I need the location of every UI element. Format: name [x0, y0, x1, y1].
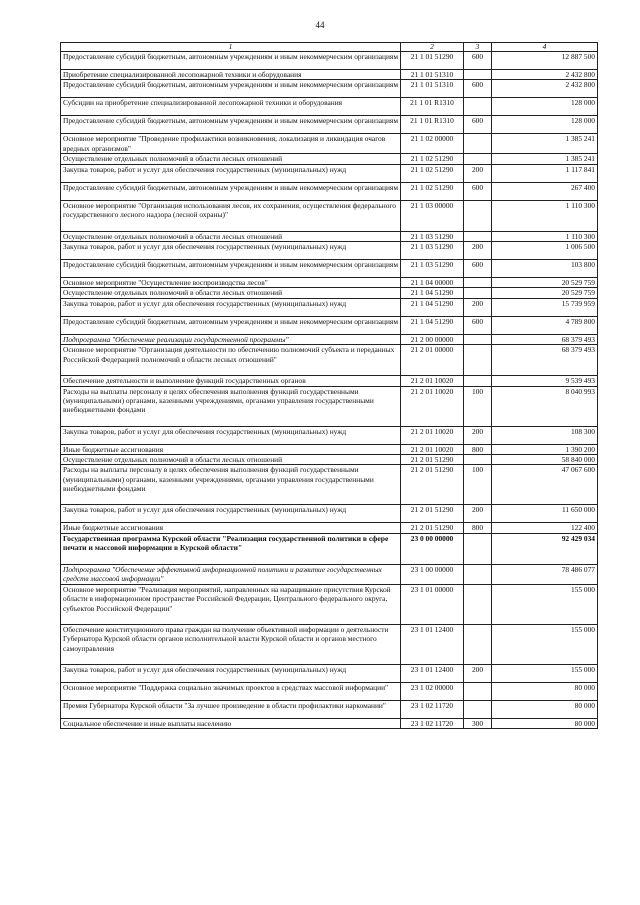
row-expense-type: [464, 455, 492, 465]
row-code: 23 1 01 12400: [401, 664, 464, 682]
row-sum: 15 739 959: [492, 298, 598, 316]
row-expense-type: 200: [464, 505, 492, 523]
row-code: 21 1 02 51290: [401, 182, 464, 200]
row-name: Осуществление отдельных полномочий в области лесных отношений: [61, 288, 401, 298]
row-expense-type: 600: [464, 80, 492, 98]
row-name: Подпрограмма "Обеспечение реализации государственной программы": [61, 334, 401, 344]
table-row: [61, 116, 598, 134]
table-row: [61, 298, 598, 316]
table-row: [61, 200, 598, 231]
row-sum: 9 539 493: [492, 376, 598, 386]
table-row: [61, 682, 598, 700]
table-row: [61, 505, 598, 523]
row-name: Предоставление субсидий бюджетным, автономным учреждениям и иным некоммерческим организациям: [61, 182, 401, 200]
row-sum: 267 400: [492, 182, 598, 200]
row-sum: 1 110 300: [492, 231, 598, 241]
row-sum: 1 390 200: [492, 444, 598, 454]
row-expense-type: [464, 200, 492, 231]
row-name: Закупка товаров, работ и услуг для обеспечения государственных (муниципальных) нужд: [61, 664, 401, 682]
table-row: [61, 260, 598, 278]
row-sum: 8 040 993: [492, 386, 598, 426]
row-expense-type: [464, 288, 492, 298]
table-row: [61, 182, 598, 200]
row-code: 21 2 01 51290: [401, 465, 464, 505]
row-name: Подпрограмма "Обеспечение эффективной информационной политики и развитие государственных средств массовой информации": [61, 564, 401, 584]
row-sum: 1 006 500: [492, 242, 598, 260]
row-sum: 11 650 000: [492, 505, 598, 523]
table-row: [61, 345, 598, 376]
row-name: Предоставление субсидий бюджетным, автономным учреждениям и иным некоммерческим организациям: [61, 260, 401, 278]
table-row: [61, 52, 598, 70]
row-code: 21 2 01 51290: [401, 505, 464, 523]
row-sum: 128 000: [492, 98, 598, 116]
row-name: Предоставление субсидий бюджетным, автономным учреждениям и иным некоммерческим организациям: [61, 80, 401, 98]
row-name: Осуществление отдельных полномочий в области лесных отношений: [61, 154, 401, 164]
row-code: 21 1 03 51290: [401, 231, 464, 241]
row-name: Основное мероприятие "Организация использования лесов, их сохранения, осуществления федерального государственного лесного надзора (лесной охраны)": [61, 200, 401, 231]
row-sum: 155 000: [492, 664, 598, 682]
row-code: 21 1 02 00000: [401, 134, 464, 154]
row-name: Иные бюджетные ассигнования: [61, 523, 401, 533]
row-sum: 68 379 493: [492, 345, 598, 376]
row-sum: 155 000: [492, 624, 598, 664]
row-code: 21 2 01 51290: [401, 455, 464, 465]
row-sum: 2 432 800: [492, 80, 598, 98]
row-expense-type: [464, 334, 492, 344]
table-row: [61, 564, 598, 584]
table-row: [61, 242, 598, 260]
row-expense-type: 200: [464, 426, 492, 444]
row-code: 21 1 04 51290: [401, 316, 464, 334]
row-name: Закупка товаров, работ и услуг для обеспечения государственных (муниципальных) нужд: [61, 164, 401, 182]
row-expense-type: [464, 533, 492, 564]
row-code: 21 2 01 00000: [401, 345, 464, 376]
row-sum: 1 110 300: [492, 200, 598, 231]
row-expense-type: 200: [464, 164, 492, 182]
row-code: 21 1 03 51290: [401, 242, 464, 260]
table-row: [61, 278, 598, 288]
row-sum: 1 117 841: [492, 164, 598, 182]
row-name: Иные бюджетные ассигнования: [61, 444, 401, 454]
row-expense-type: [464, 624, 492, 664]
table-row: [61, 718, 598, 728]
table-row: [61, 584, 598, 624]
budget-table: [60, 42, 598, 729]
row-code: 21 1 01 51290: [401, 52, 464, 70]
row-code: 21 1 04 51290: [401, 298, 464, 316]
row-code: 21 1 02 51290: [401, 154, 464, 164]
column-header-3: 3: [464, 43, 492, 52]
row-expense-type: [464, 564, 492, 584]
table-row: [61, 288, 598, 298]
row-code: 23 1 02 11720: [401, 718, 464, 728]
row-expense-type: [464, 231, 492, 241]
row-expense-type: [464, 134, 492, 154]
row-name: Обеспечение деятельности и выполнение функций государственных органов: [61, 376, 401, 386]
row-sum: 2 432 800: [492, 70, 598, 80]
row-code: 21 1 01 51310: [401, 70, 464, 80]
row-code: 21 2 01 10020: [401, 386, 464, 426]
row-sum: 155 000: [492, 584, 598, 624]
table-row: [61, 164, 598, 182]
row-expense-type: 600: [464, 260, 492, 278]
header-row: [61, 43, 598, 52]
row-expense-type: 100: [464, 386, 492, 426]
row-code: 23 1 01 12400: [401, 624, 464, 664]
row-expense-type: [464, 278, 492, 288]
row-name: Основное мероприятие "Организация деятельности по обеспечению полномочий субъекта и переданных Российской Федерацией полномочий в области лесных отношений": [61, 345, 401, 376]
row-sum: 78 486 077: [492, 564, 598, 584]
row-expense-type: [464, 98, 492, 116]
row-sum: 80 000: [492, 682, 598, 700]
row-name: Основное мероприятие "Реализация мероприятий, направленных на наращивание присутствия Курской области в информационном пространстве Российской Федерации, Центрального федерального округа, субъектов Российской Федерации": [61, 584, 401, 624]
row-code: 21 1 02 51290: [401, 164, 464, 182]
row-name: Приобретение специализированной лесопожарной техники и оборудования: [61, 70, 401, 80]
table-row: [61, 426, 598, 444]
row-sum: 128 000: [492, 116, 598, 134]
row-code: 21 1 04 51290: [401, 288, 464, 298]
table-row: [61, 386, 598, 426]
row-sum: 108 300: [492, 426, 598, 444]
row-expense-type: [464, 154, 492, 164]
table-row: [61, 444, 598, 454]
row-name: Обеспечение конституционного права граждан на получение объективной информации о деятельности Губернатора Курской области органов исполнительной власти Курской области и органов местного самоуправления: [61, 624, 401, 664]
row-name: Основное мероприятие "Поддержка социально значимых проектов в средствах массовой информации": [61, 682, 401, 700]
row-expense-type: 800: [464, 523, 492, 533]
row-expense-type: [464, 70, 492, 80]
table-row: [61, 455, 598, 465]
row-code: 21 1 01 51310: [401, 80, 464, 98]
row-sum: 1 385 241: [492, 134, 598, 154]
row-name: Субсидии на приобретение специализированной лесопожарной техники и оборудования: [61, 98, 401, 116]
table-row: [61, 465, 598, 505]
row-expense-type: 600: [464, 52, 492, 70]
row-expense-type: 200: [464, 298, 492, 316]
column-header-4: 4: [492, 43, 598, 52]
row-expense-type: 600: [464, 116, 492, 134]
row-name: Основное мероприятие "Осуществление воспроизводства лесов": [61, 278, 401, 288]
row-expense-type: 100: [464, 465, 492, 505]
table-row: [61, 533, 598, 564]
table-row: [61, 316, 598, 334]
row-expense-type: 200: [464, 242, 492, 260]
row-name: Осуществление отдельных полномочий в области лесных отношений: [61, 455, 401, 465]
row-sum: 20 529 759: [492, 278, 598, 288]
table-row: [61, 334, 598, 344]
row-expense-type: 600: [464, 182, 492, 200]
row-expense-type: [464, 376, 492, 386]
row-expense-type: 600: [464, 316, 492, 334]
row-code: 23 0 00 00000: [401, 533, 464, 564]
row-sum: 80 000: [492, 718, 598, 728]
row-sum: 68 379 493: [492, 334, 598, 344]
row-expense-type: 200: [464, 664, 492, 682]
table-row: [61, 664, 598, 682]
page-number: 44: [315, 20, 325, 30]
row-code: 21 1 03 51290: [401, 260, 464, 278]
table-row: [61, 98, 598, 116]
table-row: [61, 624, 598, 664]
row-expense-type: 300: [464, 718, 492, 728]
row-name: Расходы на выплаты персоналу в целях обеспечения выполнения функций государственными (муниципальными) органами, казенными учреждениями, органами управления государственными внебюджетными фондами: [61, 465, 401, 505]
row-sum: 20 529 759: [492, 288, 598, 298]
row-code: 21 2 01 10020: [401, 444, 464, 454]
row-sum: 122 400: [492, 523, 598, 533]
column-header-1: 1: [61, 43, 401, 52]
row-sum: 80 000: [492, 700, 598, 718]
row-code: 21 1 01 R1310: [401, 116, 464, 134]
row-code: 21 2 00 00000: [401, 334, 464, 344]
column-header-2: 2: [401, 43, 464, 52]
row-code: 21 2 01 51290: [401, 523, 464, 533]
row-code: 23 1 02 00000: [401, 682, 464, 700]
row-sum: 1 385 241: [492, 154, 598, 164]
table-row: [61, 70, 598, 80]
table-row: [61, 231, 598, 241]
row-name: Закупка товаров, работ и услуг для обеспечения государственных (муниципальных) нужд: [61, 298, 401, 316]
row-code: 23 1 02 11720: [401, 700, 464, 718]
row-name: Предоставление субсидий бюджетным, автономным учреждениям и иным некоммерческим организациям: [61, 116, 401, 134]
table-row: [61, 134, 598, 154]
row-name: Закупка товаров, работ и услуг для обеспечения государственных (муниципальных) нужд: [61, 242, 401, 260]
row-sum: 12 887 500: [492, 52, 598, 70]
row-sum: 103 800: [492, 260, 598, 278]
row-name: Предоставление субсидий бюджетным, автономным учреждениям и иным некоммерческим организациям: [61, 316, 401, 334]
table-row: [61, 154, 598, 164]
row-code: 21 2 01 10020: [401, 376, 464, 386]
row-name: Предоставление субсидий бюджетным, автономным учреждениям и иным некоммерческим организациям: [61, 52, 401, 70]
row-name: Премия Губернатора Курской области "За лучшее произведение в области профилактики наркомании": [61, 700, 401, 718]
row-expense-type: [464, 682, 492, 700]
row-expense-type: 800: [464, 444, 492, 454]
row-code: 23 1 00 00000: [401, 564, 464, 584]
table-row: [61, 700, 598, 718]
table-row: [61, 376, 598, 386]
row-name: Закупка товаров, работ и услуг для обеспечения государственных (муниципальных) нужд: [61, 505, 401, 523]
row-expense-type: [464, 584, 492, 624]
row-sum: 58 840 000: [492, 455, 598, 465]
row-expense-type: [464, 345, 492, 376]
row-name: Социальное обеспечение и иные выплаты населению: [61, 718, 401, 728]
row-code: 21 2 01 10020: [401, 426, 464, 444]
row-sum: 92 429 034: [492, 533, 598, 564]
row-name: Основное мероприятие "Проведение профилактики возникновения, локализация и ликвидация очагов вредных организмов": [61, 134, 401, 154]
row-code: 21 1 03 00000: [401, 200, 464, 231]
row-sum: 4 789 800: [492, 316, 598, 334]
table-row: [61, 80, 598, 98]
row-code: 21 1 04 00000: [401, 278, 464, 288]
row-sum: 47 067 600: [492, 465, 598, 505]
row-name: Государственная программа Курской области "Реализация государственной политики в сфере печати и массовой информации в Курской области": [61, 533, 401, 564]
row-code: 21 1 01 R1310: [401, 98, 464, 116]
row-name: Закупка товаров, работ и услуг для обеспечения государственных (муниципальных) нужд: [61, 426, 401, 444]
row-code: 23 1 01 00000: [401, 584, 464, 624]
row-name: Расходы на выплаты персоналу в целях обеспечения выполнения функций государственными (муниципальными) органами, казенными учреждениями, органами управления государственными внебюджетными фондами: [61, 386, 401, 426]
row-name: Осуществление отдельных полномочий в области лесных отношений: [61, 231, 401, 241]
row-expense-type: [464, 700, 492, 718]
table-row: [61, 523, 598, 533]
